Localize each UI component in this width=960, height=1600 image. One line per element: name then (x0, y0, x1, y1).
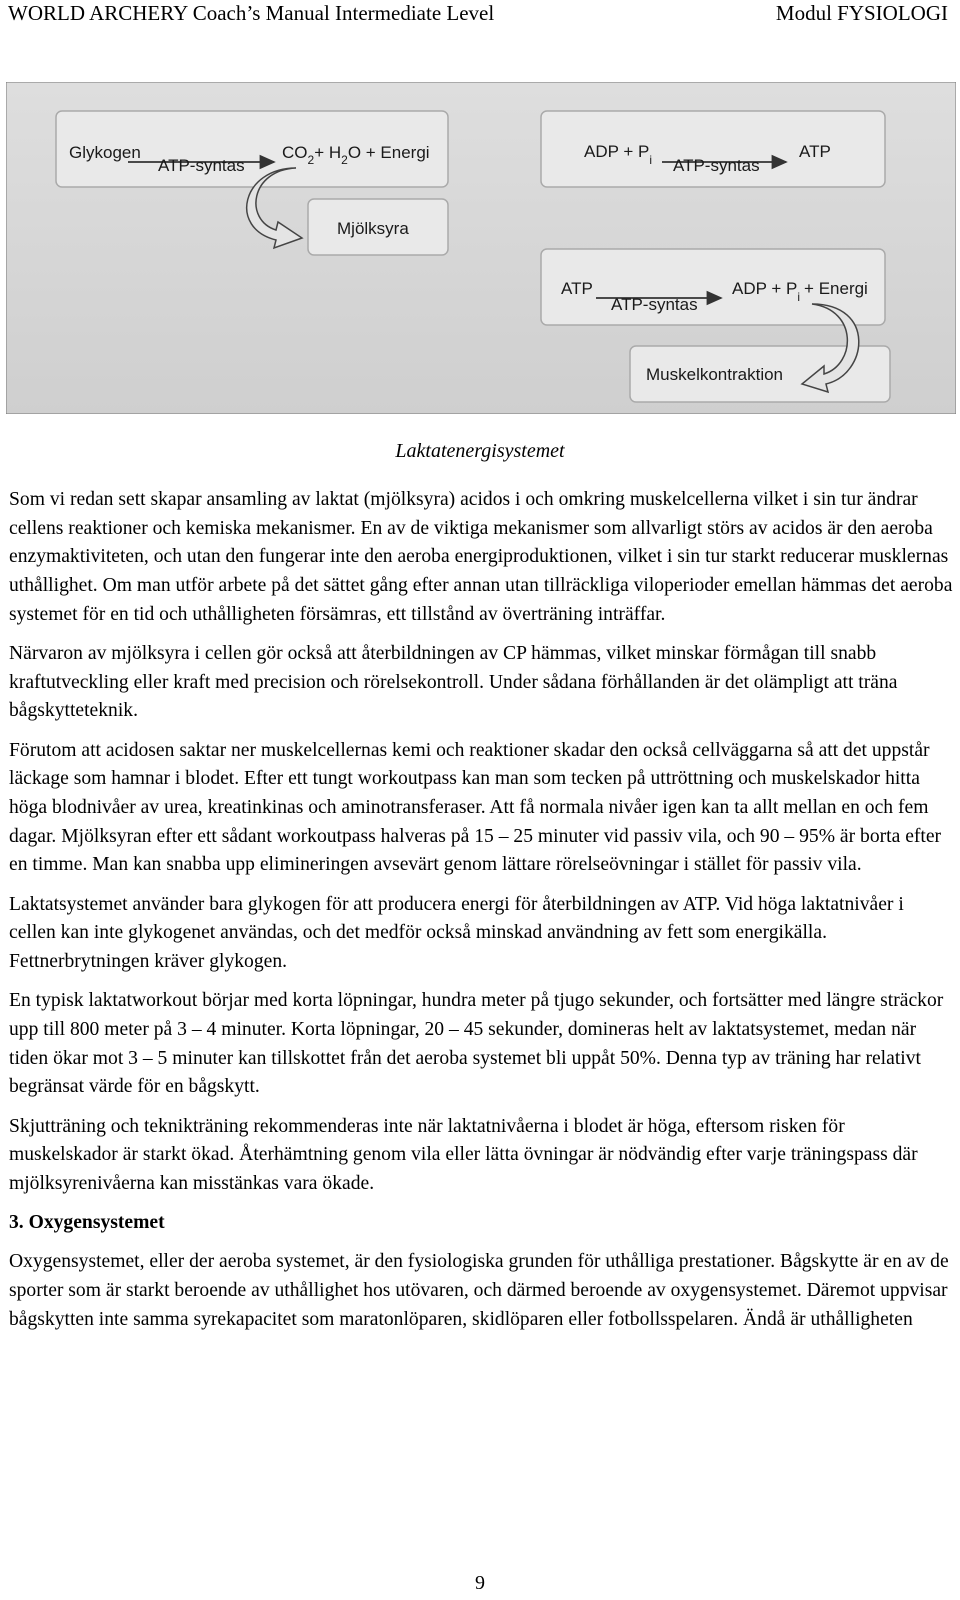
glycogen-label: Glykogen (69, 143, 141, 162)
paragraph: Oxygensystemet, eller der aeroba systemet, är den fysiologiska grunden för uthålliga prestationer. Bågskytte är en av de sporter som är starkt beroende av uthållighet hos utövaren, och därmed beroende av oxygensystemet. Däremot uppvisar bågskytten inte samma syrekapacitet som maratonlöparen, skidlöparen eller fotbollsspelaren. Ändå är uthålligheten (9, 1251, 949, 1330)
adp-pi-label-1: ADP + $P_i$ (584, 142, 653, 167)
co2-label: $CO_2+ H_2O$ + Energi (282, 143, 430, 167)
lactic-acid-label: Mjölksyra (337, 219, 409, 238)
paragraph: Förutom att acidosen saktar ner muskelcellernas kemi och reaktioner skadar den också cellväggarna så att det uppstår läckage som hamnar i blodet. Efter ett tungt workoutpass kan man som tecken på uttröttning och muskelskador hitta höga blodnivåer av urea, kreatinkinas och aminotransferaser. Att få normala nivåer igen kan ta allt mellan en och fem dagar. Mjölksyran efter ett sådant workoutpass halveras på 15 – 25 minuter vid passiv vila, och 90 – 95% är borta efter en timme. Man kan snabba upp elimineringen avsevärt genom lättare rörelseövningar i stället för passiv vila. (9, 739, 942, 876)
page-header (0, 0, 960, 26)
paragraph: Skjutträning och teknikträning rekommenderas inte när laktatnivåerna i blodet är höga, eftersom risken för muskelskador är starkt ökad. Återhämtning genom vila eller lätta övningar är nödvändig efter varje träningspass där mjölksyrenivåerna kan misstänkas vara ökade. (9, 1115, 918, 1194)
atp-syntas-label-3: ATP-syntas (611, 295, 698, 314)
adp-pi-label-2: ADP + $P_i$ + Energi (732, 279, 868, 304)
header-title: WORLD ARCHERY Coach’s Manual Intermediate Level (8, 1, 495, 25)
muscle-contraction-label: Muskelkontraktion (646, 365, 784, 384)
lactate-energy-diagram (6, 82, 956, 414)
body-text (9, 486, 954, 1345)
atp-syntas-label-2: ATP-syntas (673, 156, 760, 175)
paragraph: Laktatsystemet använder bara glykogen för att producera energi för återbildningen av ATP. Vid höga laktatnivåer i cellen kan inte glykogenet användas, och det medför också minskad användning av fett som energikälla. Fettnerbrytningen kräver glykogen. (9, 893, 904, 973)
paragraph: Närvaron av mjölksyra i cellen gör också att återbildningen av CP hämmas, vilket minskar förmågan till snabb kraftutveckling eller kraft med precision och rörelsekontroll. Under sådana förhållanden är det olämpligt att träna bågskytteteknik. (9, 643, 898, 722)
atp-syntas-label-1: ATP-syntas (158, 156, 245, 175)
paragraph: En typisk laktatworkout börjar med korta löpningar, hundra meter på tjugo sekunder, och fortsätter med längre sträckor upp till 800 meter på 3 – 4 minuter. Korta löpningar, 20 – 45 sekunder, domineras helt av laktatsystemet, medan när tiden ökar mot 3 – 5 minuter kan tillskottet från det aeroba systemet bli uppåt 50%. Denna typ av träning har relativt begränsat värde för en bågskytt. (9, 990, 944, 1098)
section-heading: 3. Oxygensystemet (9, 1212, 165, 1234)
page-number: 9 (475, 1572, 485, 1594)
figure-caption: Laktatenergisystemet (395, 440, 565, 462)
atp-label-1: ATP (799, 142, 831, 161)
atp-label-2: ATP (561, 279, 593, 298)
paragraph: Som vi redan sett skapar ansamling av laktat (mjölksyra) acidos i och omkring muskelcellerna vilket i sin tur ändrar cellens reaktioner och kemiska mekanismer. En av de viktiga mekanismer som allvarligt störs av acidos är den aeroba enzymaktiviteten, och utan den fungerar inte den aeroba energiproduktionen, vilket i sin tur starkt reducerar musklernas uthållighet. Om man utför arbete på det sättet gång efter annan utan tillräckliga viloperioder emellan hämmas det aeroba systemet för en tid och uthålligheten försämras, ett tillstånd av överträning inträffar. (9, 489, 953, 625)
header-module: Modul FYSIOLOGI (775, 1, 948, 25)
